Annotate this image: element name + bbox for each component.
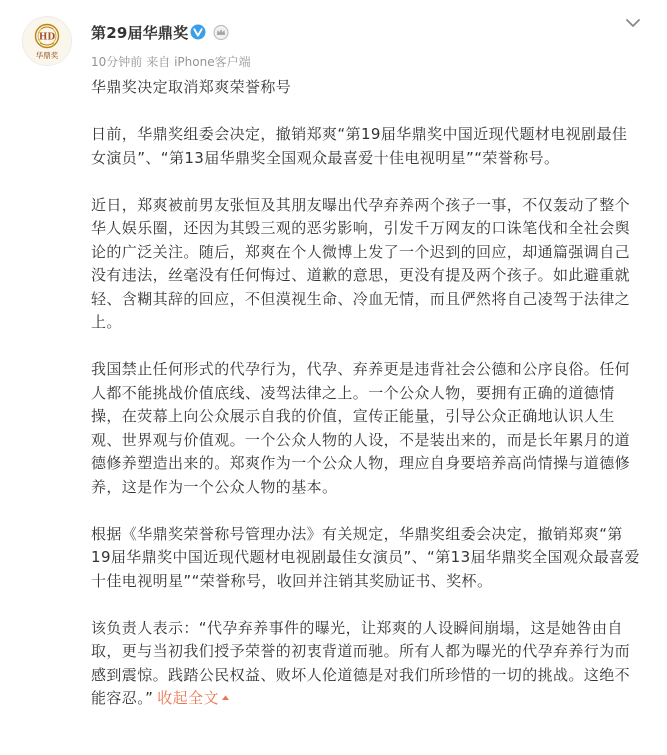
author-name[interactable]: 第29届华鼎奖 — [91, 24, 189, 42]
avatar[interactable] — [22, 16, 72, 66]
avatar-label: 华鼎奖 — [35, 51, 59, 60]
paragraph-4: 根据《华鼎奖荣誉称号管理办法》有关规定，华鼎奖组委会决定，撤销郑爽“第19届华鼎奖中国近现代题材电视剧最佳女演员”、“第13届华鼎奖全国观众最喜爱十佳电视明星”“荣誉称号，收回并注销其奖励证书、奖杯。 — [91, 524, 640, 590]
caret-up-icon — [221, 693, 230, 702]
collapse-label: 收起全文 — [157, 689, 219, 707]
paragraph-5-text: 该负责人表示：“代孕弃养事件的曝光，让郑爽的人设瞬间崩塌，这是她咎由自取，更与当初我们授予荣誉的初衷背道而驰。所有人都为曝光的代孕弃养行为而感到震惊。践踏公民权益、败坏人伦道德是对我们所珍惜的一切的挑战。这绝不能容忍。” — [91, 618, 631, 707]
paragraph-5 — [91, 617, 641, 711]
paragraph-2: 近日，郑爽被前男友张恒及其朋友曝出代孕弃养两个孩子一事，不仅轰动了整个华人娱乐圈，还因为其毁三观的恶劣影响，引发千万网友的口诛笔伐和全社会舆论的广泛关注。随后，郑爽在个人微博上发了一个迟到的回应，却通篇强调自己没有违法，丝毫没有任何悔过、道歉的意思，更没有提及两个孩子。如此避重就轻、含糊其辞的回应，不但漠视生命、冷血无情，而且俨然将自己凌驾于法律之上。 — [91, 195, 631, 331]
chevron-down-icon[interactable] — [624, 16, 642, 30]
post-source: 来自 iPhone客户端 — [146, 55, 251, 69]
post-time[interactable]: 10分钟前 — [91, 55, 143, 69]
paragraph-3: 我国禁止任何形式的代孕行为，代孕、弃养更是违背社会公德和公序良俗。任何人都不能挑战价值底线、凌驾法律之上。一个公众人物，要拥有正确的道德情操，在荧幕上向公众展示自我的价值，宣传正能量，引导公众正确地认识人生观、世界观与价值观。一个公众人物的人设，不是装出来的，而是长年累月的道德修养塑造出来的。郑爽作为一个公众人物，理应自身要培养高尚情操与道德修养，这是作为一个公众人物的基本。 — [91, 360, 631, 496]
collapse-full-text-link[interactable] — [157, 689, 230, 707]
post-title: 华鼎奖决定取消郑爽荣誉称号 — [91, 78, 292, 96]
paragraph-1: 日前，华鼎奖组委会决定，撤销郑爽“第19届华鼎奖中国近现代题材电视剧最佳女演员”、“第13届华鼎奖全国观众最喜爱十佳电视明星”“荣誉称号。 — [91, 125, 628, 167]
post-meta — [91, 53, 251, 70]
post-content — [91, 76, 641, 711]
crown-member-icon[interactable] — [212, 24, 230, 40]
huading-logo-icon — [23, 17, 71, 65]
avatar-emblem: HD — [38, 32, 56, 43]
verified-v-icon — [190, 24, 206, 40]
